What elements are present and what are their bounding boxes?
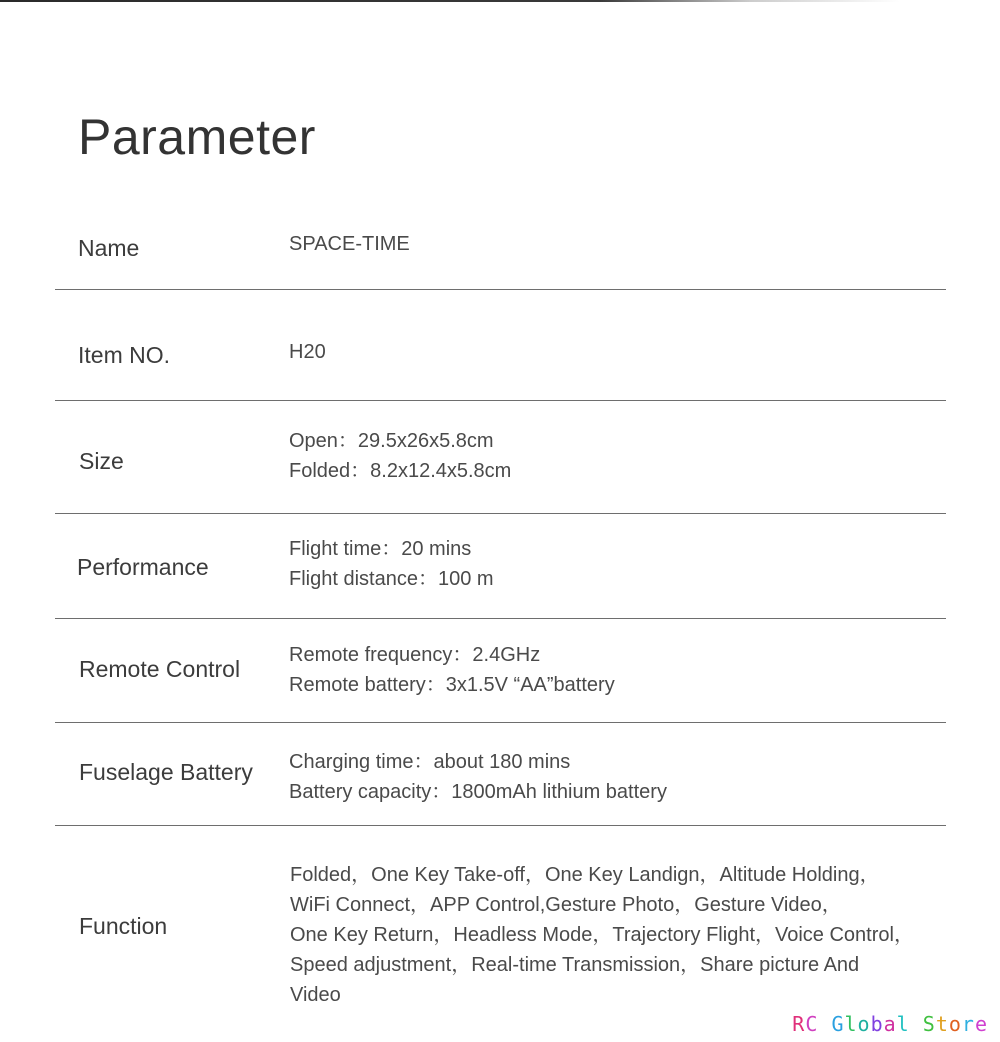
row-value-line: Charging time：about 180 mins	[289, 751, 571, 773]
row-label-name: Name	[78, 235, 140, 261]
watermark-letter: C	[805, 1012, 819, 1036]
watermark-letter: l	[844, 1012, 858, 1036]
row-value-line: One Key Return，Headless Mode，Trajectory Flight，Voice Control，	[290, 924, 914, 946]
row-divider	[55, 513, 946, 514]
row-value-line: Flight time：20 mins	[289, 538, 472, 560]
watermark-letter: r	[961, 1012, 975, 1036]
row-divider	[55, 722, 946, 723]
row-value-line: SPACE-TIME	[289, 233, 410, 255]
row-label-fuselage-battery: Fuselage Battery	[79, 759, 253, 785]
row-value-remote-control	[289, 640, 615, 700]
store-watermark	[792, 1012, 988, 1036]
row-label-size: Size	[79, 448, 124, 474]
row-value-line: Video	[290, 984, 341, 1006]
row-divider	[55, 400, 946, 401]
row-value-line: Remote battery：3x1.5V “AA”battery	[289, 674, 615, 696]
top-border-line	[0, 0, 1000, 2]
watermark-letter: a	[883, 1012, 897, 1036]
row-value-line: Flight distance：100 m	[289, 568, 494, 590]
row-value-line: WiFi Connect，APP Control,Gesture Photo，Gesture Video，	[290, 894, 842, 916]
watermark-letter: G	[831, 1012, 845, 1036]
row-value-name	[289, 229, 410, 259]
watermark-letter	[818, 1012, 831, 1036]
row-value-line: Open：29.5x26x5.8cm	[289, 430, 494, 452]
row-label-performance: Performance	[77, 554, 209, 580]
row-divider	[55, 618, 946, 619]
row-value-line: Folded，One Key Take-off，One Key Landign，Altitude Holding，	[290, 864, 880, 886]
row-divider	[55, 289, 946, 290]
watermark-letter: o	[857, 1012, 871, 1036]
row-value-line: Speed adjustment，Real-time Transmission，Share picture And	[290, 954, 860, 976]
row-label-function: Function	[79, 913, 168, 939]
row-value-line: H20	[289, 341, 326, 363]
watermark-letter: e	[974, 1012, 988, 1036]
row-value-item-no	[289, 337, 326, 367]
row-value-size	[289, 426, 511, 486]
row-value-fuselage-battery	[289, 747, 667, 807]
watermark-letter: b	[870, 1012, 884, 1036]
row-label-remote-control: Remote Control	[79, 656, 241, 682]
watermark-letter: S	[922, 1012, 936, 1036]
watermark-letter: l	[896, 1012, 910, 1036]
row-value-line: Remote frequency：2.4GHz	[289, 644, 541, 666]
row-label-item-no: Item NO.	[78, 342, 171, 368]
row-value-line: Folded：8.2x12.4x5.8cm	[289, 460, 512, 482]
watermark-letter: o	[948, 1012, 962, 1036]
watermark-letter: R	[792, 1012, 806, 1036]
page-title: Parameter	[78, 109, 316, 165]
row-value-function	[290, 860, 960, 1010]
row-value-performance	[289, 534, 494, 594]
watermark-letter: t	[935, 1012, 949, 1036]
row-divider	[55, 825, 946, 826]
row-value-line: Battery capacity：1800mAh lithium battery	[289, 781, 667, 803]
watermark-letter	[910, 1012, 923, 1036]
